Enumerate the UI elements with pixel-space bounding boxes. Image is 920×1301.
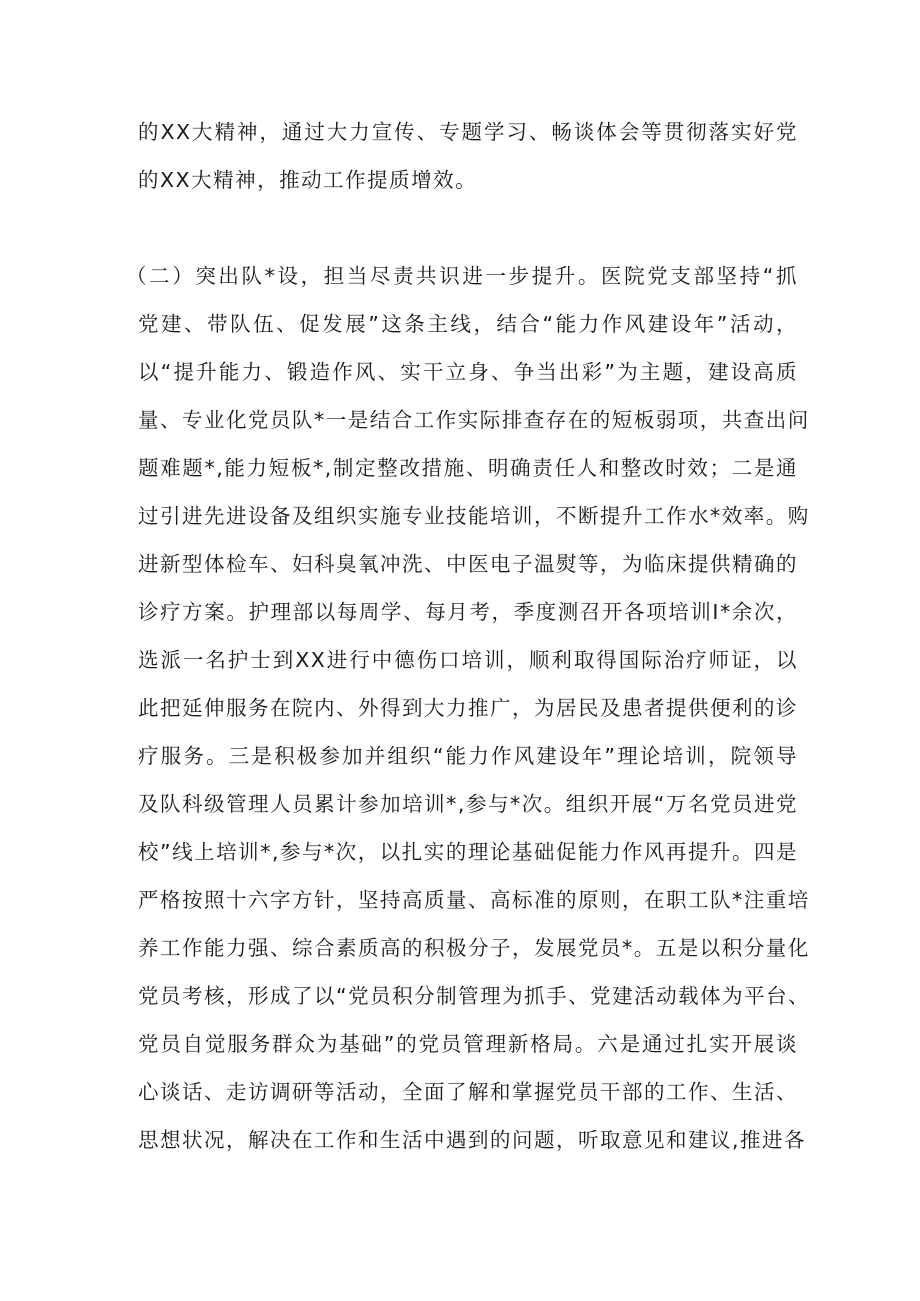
paragraph-2-line-15: 养工作能力强、综合素质高的积极分子，发展党员*。五是以积分量化	[138, 936, 810, 960]
paragraph-2-line-6: 过引进先进设备及组织实施专业技能培训，不断提升工作水*效率。购	[138, 504, 810, 528]
paragraph-2-line-1: （二）突出队*设，担当尽责共识进一步提升。医院党支部坚持“抓	[126, 264, 798, 288]
paragraph-2-line-4: 量、专业化党员队*一是结合工作实际排查存在的短板弱项，共查出问	[138, 408, 810, 432]
paragraph-2-line-16: 党员考核，形成了以“党员积分制管理为抓手、党建活动载体为平台、	[138, 984, 811, 1008]
paragraph-2-line-17: 党员自觉服务群众为基础”的党员管理新格局。六是通过扎实开展谈	[138, 1032, 798, 1056]
paragraph-2-line-13: 校”线上培训*,参与*次，以扎实的理论基础促能力作风再提升。四是	[138, 840, 798, 864]
paragraph-2-line-18: 心谈话、走访调研等活动，全面了解和掌握党员干部的工作、生活、	[138, 1080, 798, 1104]
paragraph-2-line-14: 严格按照十六字方针，坚持高质量、高标准的原则，在职工队*注重培	[138, 888, 810, 912]
paragraph-2-line-9: 选派一名护士到XX进行中德伤口培训，顺利取得国际治疗师证，以	[138, 648, 798, 672]
paragraph-2-line-3: 以“提升能力、锻造作风、实干立身、争当出彩”为主题，建设高质	[138, 360, 798, 384]
paragraph-2-line-7: 进新型体检车、妇科臭氧冲洗、中医电子温熨等，为临床提供精确的	[138, 552, 798, 576]
paragraph-2-line-2: 党建、带队伍、促发展”这条主线，结合“能力作风建设年”活动，	[138, 312, 798, 336]
paragraph-1-line-1: 的XX大精神，通过大力宣传、专题学习、畅谈体会等贯彻落实好党	[138, 120, 798, 144]
paragraph-2-line-8: 诊疗方案。护理部以每周学、每月考，季度测召开各项培训I*余次，	[138, 600, 798, 624]
paragraph-2-line-10: 此把延伸服务在院内、外得到大力推广，为居民及患者提供便利的诊	[138, 696, 798, 720]
paragraph-2-line-12: 及队科级管理人员累计参加培训*,参与*次。组织开展“万名党员进党	[138, 792, 798, 816]
paragraph-2-line-19: 思想状况，解决在工作和生活中遇到的问题，听取意见和建议,推进各	[138, 1128, 807, 1152]
paragraph-2-line-11: 疗服务。三是积极参加并组织“能力作风建设年”理论培训，院领导	[138, 744, 798, 768]
paragraph-1-line-2: 的XX大精神，推动工作提质增效。	[138, 168, 478, 192]
paragraph-2-line-5: 题难题*,能力短板*,制定整改措施、明确责任人和整改时效；二是通	[138, 456, 798, 480]
